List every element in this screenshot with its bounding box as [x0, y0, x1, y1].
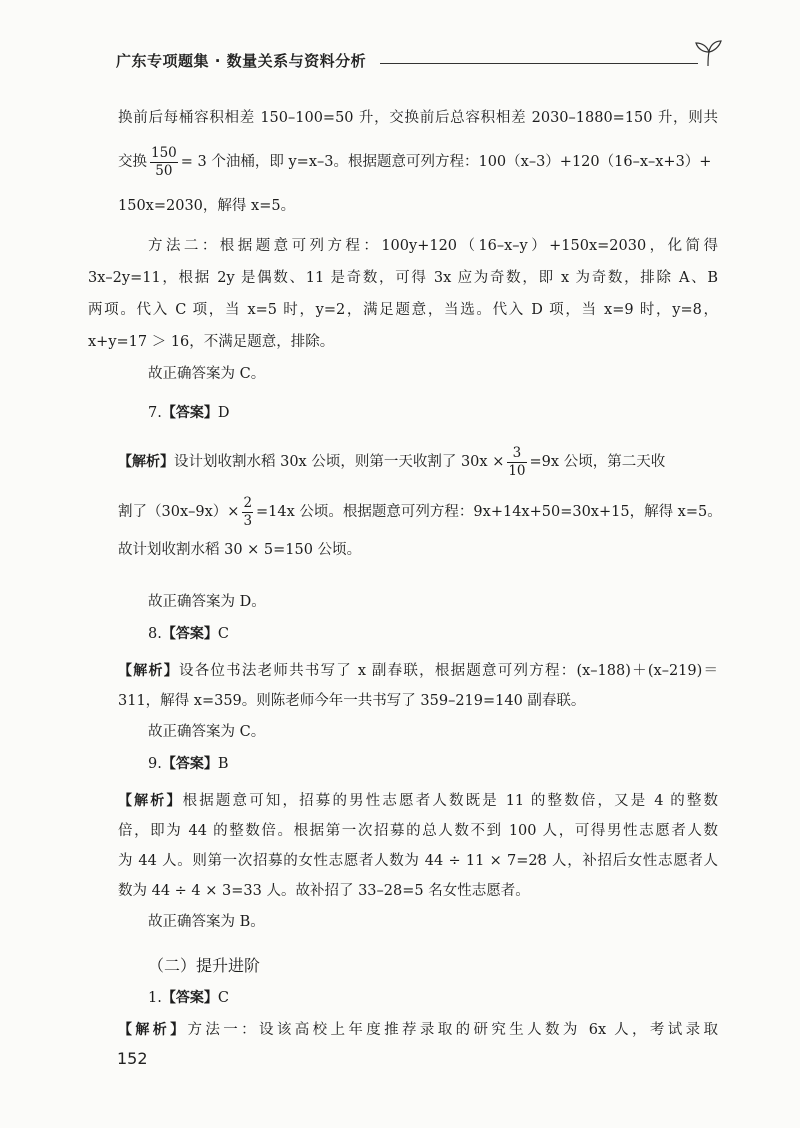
text-fragment: 割了（30x–9x）× — [118, 504, 240, 520]
answer-conclusion: 故正确答案为 D。 — [148, 594, 266, 610]
answer-label: 【答案】 — [161, 626, 218, 642]
text-fragment: 设各位书法老师共书写了 x 副春联，根据题意可列方程：(x–188)＋(x–219)＝ — [178, 663, 719, 679]
text-fragment: 方法一：设该高校上年度推荐录取的研究生人数为 6x 人，考试录取 — [187, 1022, 718, 1038]
answer-label: 【答案】 — [161, 756, 218, 772]
text-line: 两项。代入 C 项，当 x=5 时，y=2，满足题意，当选。代入 D 项，当 x=9 时，y=8， — [88, 302, 718, 318]
section-question-1-answer — [118, 988, 718, 1008]
fraction-denominator: 50 — [155, 162, 173, 179]
answer-value: D — [217, 405, 230, 421]
text-fragment: = 3 个油桶，即 y=x–3。根据题意可列方程：100（x–3）+120（16–x–x+3）+ — [180, 154, 712, 170]
answer-value: C — [217, 990, 229, 1006]
text-line: 150x=2030，解得 x=5。 — [118, 198, 296, 214]
fraction-denominator: 3 — [243, 512, 253, 529]
question-7-explanation-line-2 — [118, 492, 722, 532]
section-heading: （二）提升进阶 — [148, 956, 261, 975]
text-line: 换前后每桶容积相差 150–100=50 升，交换前后总容积相差 2030–1880=150 升，则共 — [118, 110, 718, 126]
header-rule — [380, 63, 698, 64]
paragraph-method-one-end — [118, 108, 718, 128]
answer-value: C — [217, 626, 229, 642]
text-line: 为 44 人。则第一次招募的女性志愿者人数为 44 ÷ 11 × 7=28 人，补招后女性志愿者人 — [118, 853, 718, 869]
answer-conclusion: 故正确答案为 C。 — [148, 724, 266, 740]
section-question-1-explanation — [118, 1020, 718, 1040]
text-line: 数为 44 ÷ 4 × 3=33 人。故补招了 33–28=5 名女性志愿者。 — [118, 883, 530, 899]
page-number: 152 — [117, 1049, 148, 1068]
question-8-explanation — [118, 656, 718, 716]
question-8-answer — [118, 624, 718, 644]
text-line — [118, 656, 718, 686]
question-number: 8. — [148, 626, 162, 642]
text-fragment: =14x 公顷。根据题意可列方程：9x+14x+50=30x+15，解得 x=5。 — [256, 504, 722, 520]
text-fragment: 交换 — [118, 154, 147, 170]
question-number: 9. — [148, 756, 162, 772]
text-line: 311，解得 x=359。则陈老师今年一共书写了 359–219=140 副春联。 — [118, 693, 586, 709]
explanation-label: 【解析】 — [118, 793, 183, 809]
paragraph-fraction-line — [118, 142, 718, 182]
question-number: 7. — [148, 405, 162, 421]
page-body — [88, 108, 722, 1040]
fraction-150-50 — [150, 145, 178, 180]
text-fragment: 根据题意可知，招募的男性志愿者人数既是 11 的整数倍，又是 4 的整数 — [182, 793, 718, 809]
text-line — [118, 786, 718, 816]
answer-label: 【答案】 — [161, 405, 218, 421]
paragraph-method-two — [88, 230, 718, 358]
answer-label: 【答案】 — [161, 990, 218, 1006]
text-line: 方法二：根据题意可列方程：100y+120（16–x–y）+150x=2030，化简得 — [148, 238, 718, 254]
question-9-answer — [118, 754, 718, 774]
text-fragment: 设计划收割水稻 30x 公顷，则第一天收割了 30x × — [174, 454, 505, 470]
question-9-explanation — [118, 786, 718, 906]
question-7-answer — [118, 403, 718, 423]
text-fragment: =9x 公顷，第二天收 — [529, 454, 666, 470]
text-line: 3x–2y=11，根据 2y 是偶数、11 是奇数，可得 3x 应为奇数，即 x 为奇数，排除 A、B — [88, 270, 718, 286]
answer-conclusion: 故正确答案为 C。 — [148, 366, 266, 382]
question-7-explanation — [118, 442, 718, 482]
fraction-2-3 — [242, 495, 253, 530]
text-line — [118, 1020, 718, 1040]
question-number: 1. — [148, 990, 162, 1006]
fraction-numerator: 3 — [507, 445, 526, 463]
fraction-numerator: 150 — [151, 144, 177, 161]
answer-conclusion: 故正确答案为 B。 — [148, 914, 265, 930]
text-line: 故计划收割水稻 30 × 5=150 公顷。 — [118, 542, 362, 558]
fraction-denominator: 10 — [508, 462, 526, 479]
fraction-3-10 — [507, 445, 526, 480]
answer-value: B — [217, 756, 229, 772]
fraction-numerator: 2 — [243, 494, 253, 511]
text-line: 倍，即为 44 的整数倍。根据第一次招募的总人数不到 100 人，可得男性志愿者人数 — [118, 823, 718, 839]
leaf-sprout-icon — [692, 38, 724, 68]
running-header-title: 广东专项题集 · 数量关系与资料分析 — [116, 52, 367, 70]
explanation-label: 【解析】 — [118, 454, 174, 470]
explanation-label: 【解析】 — [118, 1022, 188, 1038]
text-line: x+y=17 ＞ 16，不满足题意，排除。 — [88, 334, 335, 350]
explanation-label: 【解析】 — [118, 663, 179, 679]
running-header — [116, 38, 716, 74]
